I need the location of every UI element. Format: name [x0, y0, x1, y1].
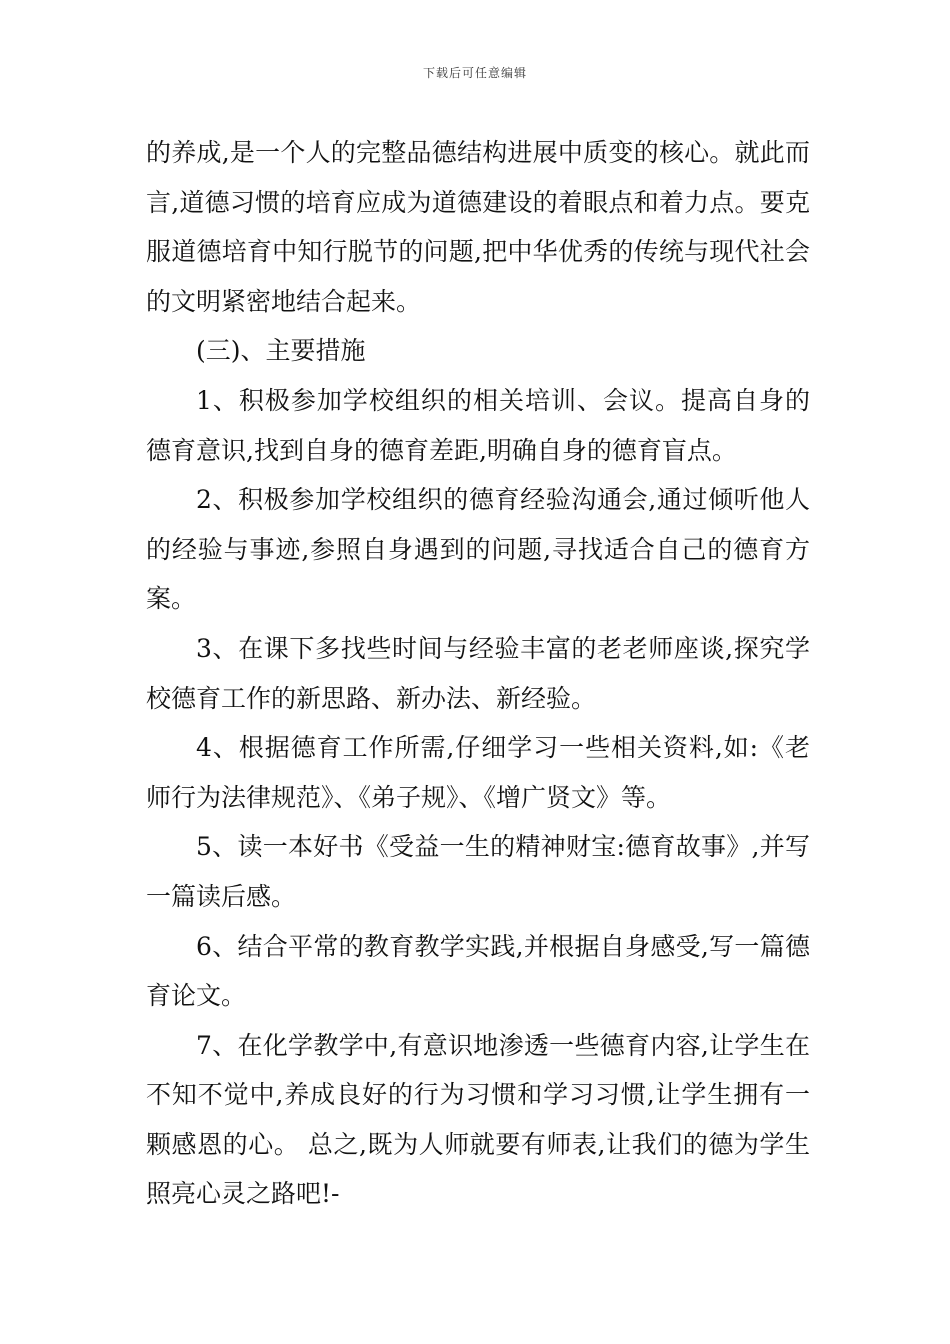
section-heading-measures: (三)、主要措施 — [196, 336, 366, 366]
measure-item-2: 2、积极参加学校组织的德育经验沟通会,通过倾听他人的经验与事迹,参照自身遇到的问题,寻找适合自己的德育方案。 — [146, 485, 810, 614]
document-body — [146, 128, 810, 1219]
measure-item-6: 6、结合平常的教育教学实践,并根据自身感受,写一篇德育论文。 — [146, 931, 810, 1011]
measure-item-5: 5、读一本好书《受益一生的精神财宝:德育故事》,并写一篇读后感。 — [146, 832, 810, 911]
measure-item-1: 1、积极参加学校组织的相关培训、会议。提高自身的德育意识,找到自身的德育差距,明确自身的德育盲点。 — [146, 385, 810, 465]
paragraph-continuation: 的养成,是一个人的完整品德结构进展中质变的核心。就此而言,道德习惯的培育应成为道德建设的着眼点和着力点。要克服道德培育中知行脱节的问题,把中华优秀的传统与现代社会的文明紧密地结合起来。 — [146, 138, 810, 316]
measure-item-4: 4、根据德育工作所需,仔细学习一些相关资料,如:《老师行为法律规范》、《弟子规》、《增广贤文》等。 — [146, 733, 810, 812]
measure-item-7: 7、在化学教学中,有意识地渗透一些德育内容,让学生在不知不觉中,养成良好的行为习惯和学习习惯,让学生拥有一颗感恩的心。 总之,既为人师就要有师表,让我们的德为学生照亮心灵之路吧!- — [146, 1030, 810, 1209]
measure-item-3: 3、在课下多找些时间与经验丰富的老老师座谈,探究学校德育工作的新思路、新办法、新经验。 — [146, 633, 810, 713]
page-header: 下载后可任意编辑 — [422, 66, 527, 80]
